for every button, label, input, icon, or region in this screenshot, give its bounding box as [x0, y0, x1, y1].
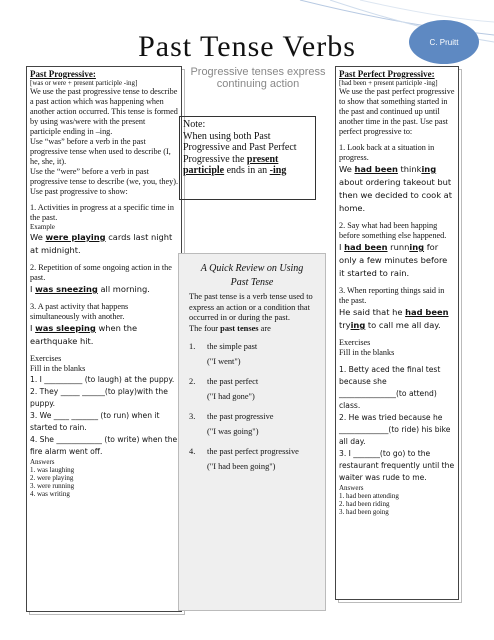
pp-exercise-2: 2. He was tried because he _____________(to ride) his bike all day.: [339, 413, 451, 446]
tense-item-4: 4. the past perfect progressive: [189, 447, 299, 456]
pp-answer-2: 2. had been riding: [339, 500, 390, 508]
example-1: We were playing cards last night at midnight.: [30, 232, 173, 255]
past-perfect-progressive-formula: [had been + present participle -ing]: [339, 79, 438, 87]
example-3-verb: was sleeping: [35, 323, 96, 333]
exercise-1: 1. I __________ (to laugh) at the puppy.: [30, 375, 175, 384]
pp-answers-label: Answers: [339, 484, 364, 492]
past-perfect-progressive-intro: We use the past perfect progressive to show that something started in the past and continued up until another time in the past. Use past perfect progressive to:: [339, 87, 455, 136]
example-3: I was sleeping when the earthquake hit.: [30, 323, 138, 346]
past-progressive-formula: [was or were + present participle -ing]: [30, 79, 138, 87]
usage-point-3: 3. A past activity that happens simultaneously with another.: [30, 302, 129, 321]
answer-3: 3. were running: [30, 482, 75, 490]
pp-exercises-label: Exercises: [339, 338, 371, 347]
pp-example-3: He said that he had been trying to call me all day.: [339, 307, 449, 330]
exercise-3: 3. We ____ _______ (to run) when it started to rain.: [30, 411, 160, 432]
usage-point-1: 1. Activities in progress at a specific time in the past.: [30, 203, 174, 222]
example-2: I was sneezing all morning.: [30, 284, 150, 294]
pp-usage-point-1: 1. Look back at a situation in progress.: [339, 143, 435, 162]
note-ing: -ing: [269, 165, 287, 176]
tense-example-1: ("I went"): [207, 356, 241, 366]
past-perfect-progressive-column: [335, 66, 459, 600]
author-name: C. Pruitt: [429, 37, 459, 47]
were-usage: Use the “were” before a verb in past progressive tense to describe (we, you, they).: [30, 167, 179, 186]
review-four-tenses: The four past tenses are: [189, 323, 271, 333]
pp-answer-1: 1. had been attending: [339, 492, 399, 500]
past-progressive-heading: Past Progressive:: [30, 69, 96, 79]
pp-answer-3: 3. had been going: [339, 508, 389, 516]
exercise-2: 2. They _____ ______(to play)with the puppy.: [30, 387, 168, 408]
tense-item-3: 3. the past progressive: [189, 412, 274, 421]
usage-point-2: 2. Repetition of some ongoing action in the past.: [30, 263, 172, 282]
quick-review-box: [178, 253, 326, 611]
progressive-subtitle: Progressive tenses express continuing action: [190, 66, 326, 90]
past-progressive-intro: We use the past progressive tense to describe a past action which was happening when another action occurred. This tense is formed by using was/were with the present participle ending in –ing.: [30, 87, 178, 136]
exercise-4: 4. She ____________ (to write) when the fire alarm went off.: [30, 435, 178, 456]
tense-list: [189, 342, 315, 472]
note-box: [179, 116, 316, 200]
pp-fill-blanks-label: Fill in the blanks: [339, 348, 395, 357]
example-2-verb: was sneezing: [35, 284, 98, 294]
pp-usage-point-2: 2. Say what had been happing before something else happened.: [339, 221, 447, 240]
exercises-label: Exercises: [30, 354, 62, 363]
pp-exercise-1: 1. Betty aced the final test because she _______________(to attend) class.: [339, 365, 441, 410]
answer-4: 4. was writing: [30, 490, 70, 498]
pp-usage-point-3: 3. When reporting things said in the past.: [339, 286, 445, 305]
review-title: A Quick Review on Using Past Tense: [200, 263, 304, 288]
pp-example-1: We had been thinking about ordering takeout but then we decided to cook at home.: [339, 164, 453, 213]
answers-label: Answers: [30, 458, 55, 466]
past-perfect-progressive-heading: Past Perfect Progressive:: [339, 69, 435, 79]
answer-1: 1. was laughing: [30, 466, 75, 474]
tense-example-2: ("I had gone"): [207, 391, 255, 401]
note-emphasis: present participle: [183, 153, 279, 176]
past-progressive-column: [26, 66, 182, 612]
tense-example-4: ("I had been going"): [207, 461, 276, 471]
tense-example-3: ("I was going"): [207, 426, 259, 436]
answer-2: 2. were playing: [30, 474, 74, 482]
note-text: When using both Past Progressive and Past Perfect Progressive the present participle ends in an -ing: [183, 130, 297, 176]
note-label: Note:: [183, 119, 206, 130]
was-usage: Use “was” before a verb in the past progressive tense when used to describe (I, he, she, it).: [30, 137, 171, 166]
usage-lead: Use past progressive to show:: [30, 187, 128, 196]
fill-blanks-label: Fill in the blanks: [30, 364, 86, 373]
review-intro: The past tense is a verb tense used to express an action or a condition that occurred in or during the past.: [189, 292, 313, 322]
example-label: Example: [30, 223, 55, 231]
tense-item-1: 1. the simple past: [189, 342, 258, 351]
pp-example-2: I had been running for only a few minutes before it started to rain.: [339, 242, 448, 278]
page-title: Past Tense Verbs: [138, 30, 356, 63]
tense-item-2: 2. the past perfect: [189, 377, 259, 386]
pp-exercise-3: 3. I _______(to go) to the restaurant frequently until the waiter was rude to me.: [339, 449, 455, 482]
example-1-verb: were playing: [45, 232, 106, 242]
